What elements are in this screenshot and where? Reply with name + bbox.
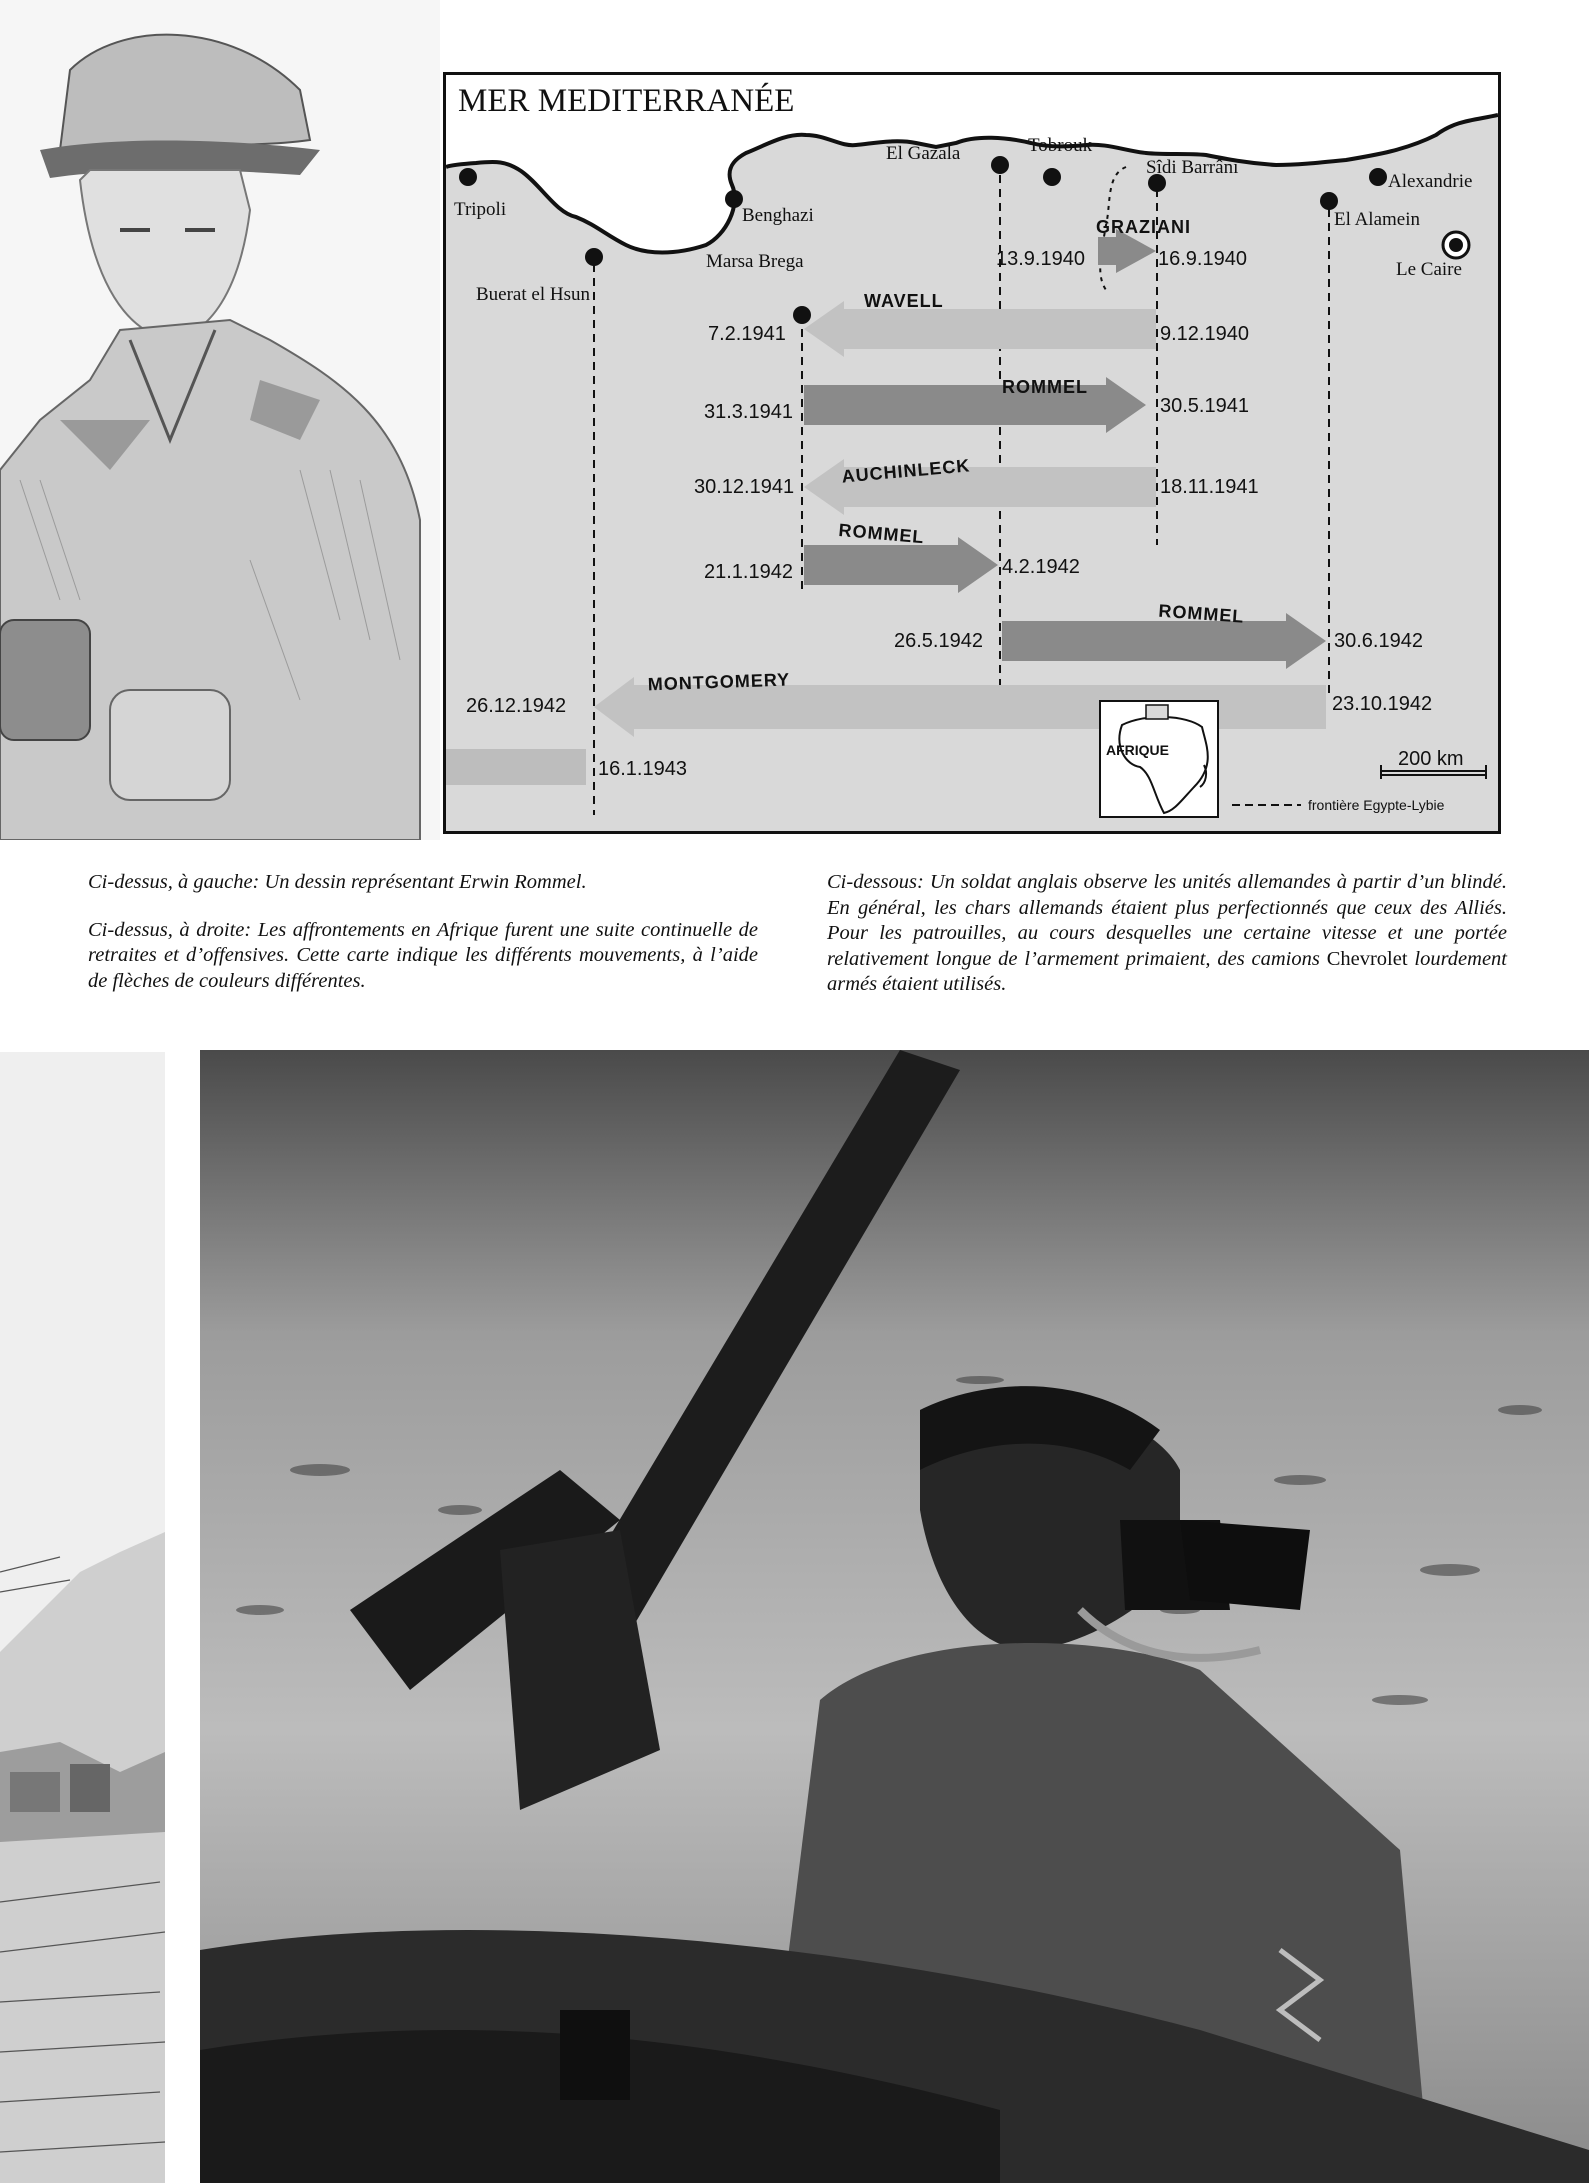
label-tobrouk: Tobrouk — [1028, 135, 1093, 156]
africa-inset — [1100, 701, 1218, 817]
date-rommel-jan-1942-end: 4.2.1942 — [1002, 556, 1080, 578]
label-tripoli: Tripoli — [454, 199, 507, 220]
commander-rommel-1941: ROMMEL — [1002, 377, 1088, 397]
date-rommel-1941-end: 30.5.1941 — [1160, 395, 1249, 417]
date-graziani-end: 16.9.1940 — [1158, 248, 1247, 270]
caption-left — [88, 870, 758, 994]
date-rommel-may-1942-end: 30.6.1942 — [1334, 630, 1423, 652]
sea-title: MER MEDITERRANÉE — [458, 83, 795, 119]
scale-bar — [1381, 748, 1486, 779]
caption-right — [827, 870, 1507, 998]
commander-wavell: WAVELL — [864, 291, 944, 311]
border-legend-label: frontière Egypte-Lybie — [1308, 797, 1445, 813]
label-le-caire: Le Caire — [1396, 259, 1462, 280]
soldier-binoculars-photo — [200, 1050, 1589, 2183]
final-pursuit-bar — [446, 749, 586, 785]
label-benghazi: Benghazi — [742, 205, 814, 226]
date-wavell-start: 9.12.1940 — [1160, 323, 1249, 345]
label-el-gazala: El Gazala — [886, 143, 961, 164]
caption-photo-text-b: lourdement armés étaient utilisés. — [827, 947, 1507, 995]
tobrouk-dot — [1043, 168, 1061, 186]
tripoli-dot — [459, 168, 477, 186]
label-el-alamein: El Alamein — [1334, 209, 1421, 230]
inset-label: AFRIQUE — [1106, 742, 1169, 758]
caption-photo — [827, 870, 1507, 998]
date-final: 16.1.1943 — [598, 758, 687, 780]
desert-village-drawing — [0, 1052, 165, 2183]
border-legend — [1232, 797, 1445, 813]
date-graziani-start: 13.9.1940 — [996, 248, 1085, 270]
arrow-rommel-may-1942 — [1002, 613, 1326, 669]
label-alexandrie: Alexandrie — [1388, 171, 1473, 192]
campaign-map — [443, 72, 1501, 834]
commander-graziani: GRAZIANI — [1096, 217, 1191, 237]
date-auchinleck-end: 30.12.1941 — [694, 476, 795, 498]
date-rommel-jan-1942-start: 21.1.1942 — [704, 561, 793, 583]
alexandrie-dot — [1369, 168, 1387, 186]
arrow-rommel-jan-1942 — [804, 537, 998, 593]
benghazi-dot — [725, 190, 743, 208]
commander-rommel-may-1942: ROMMEL — [1157, 600, 1246, 627]
caption-photo-text-a: Ci-dessous: Un soldat anglais observe les unités allemandes à partir d’un blindé. En général, les chars allemands étaient plus perfectionnés que ceux des Alliés. Pour les patrouilles, au cours desquelles une certaine vitesse et une portée relativement longue de l’armement primaient, des camions — [827, 871, 1507, 970]
label-sidi-barrani: Sîdi Barrâni — [1146, 157, 1239, 178]
rommel-sketch — [0, 0, 440, 840]
el-gazala-dot — [991, 156, 1009, 174]
label-buerat: Buerat el Hsun — [476, 284, 590, 305]
date-rommel-1941-start: 31.3.1941 — [704, 401, 793, 423]
date-wavell-end: 7.2.1941 — [708, 323, 786, 345]
buerat-dot — [585, 248, 603, 266]
label-marsa-brega: Marsa Brega — [706, 251, 804, 272]
date-auchinleck-start: 18.11.1941 — [1160, 476, 1259, 498]
marsa-brega-dot — [793, 306, 811, 324]
el-alamein-dot — [1320, 192, 1338, 210]
scale-label: 200 km — [1398, 748, 1464, 770]
arrow-rommel-1941 — [804, 377, 1146, 433]
commander-montgomery: MONTGOMERY — [647, 669, 791, 695]
date-montgomery-end: 26.12.1942 — [466, 695, 567, 717]
arrow-wavell — [804, 301, 1156, 357]
caption-map: Ci-dessus, à droite: Les affrontements en Afrique furent une suite continuelle de retraites et d’offensives. Cette carte indique les différents mouvements, à l’aide de flèches de couleurs différentes. — [88, 918, 758, 992]
date-rommel-may-1942-start: 26.5.1942 — [894, 630, 983, 652]
commander-auchinleck: AUCHINLECK — [840, 455, 972, 487]
date-montgomery-start: 23.10.1942 — [1332, 693, 1433, 715]
caption-photo-brand: Chevrolet — [1326, 947, 1408, 970]
commander-rommel-jan-1942: ROMMEL — [837, 519, 926, 548]
caption-rommel-sketch: Ci-dessus, à gauche: Un dessin représentant Erwin Rommel. — [88, 871, 587, 893]
